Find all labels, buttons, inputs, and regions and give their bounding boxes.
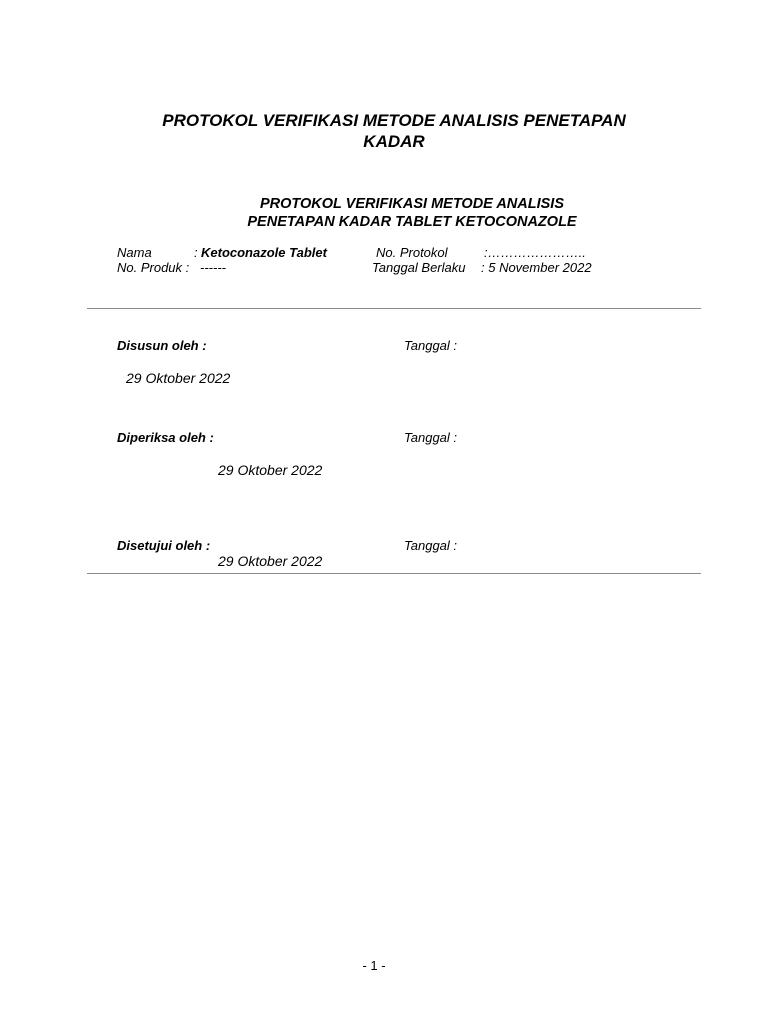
no-protokol-value: :………………….. (484, 245, 586, 260)
divider-bottom (87, 573, 701, 574)
diperiksa-date: 29 Oktober 2022 (218, 462, 323, 478)
nama-value-text: Ketoconazole Tablet (201, 245, 327, 260)
nama-value (201, 245, 327, 261)
disetujui-date: 29 Oktober 2022 (218, 553, 323, 569)
divider-top (87, 308, 701, 309)
disetujui-tanggal-label: Tanggal : (404, 538, 458, 553)
diperiksa-tanggal-label: Tanggal : (404, 430, 458, 445)
document-title-line-2: KADAR (363, 132, 425, 151)
no-produk-label: No. Produk : (117, 260, 190, 275)
diperiksa-label: Diperiksa oleh : (117, 430, 214, 445)
no-produk-value: ------ (200, 260, 226, 275)
no-protokol-label: No. Protokol (376, 245, 448, 260)
nama-label: Nama (117, 245, 152, 260)
page-number: - 1 - (362, 958, 386, 973)
tanggal-berlaku-value: : 5 November 2022 (481, 260, 592, 275)
document-subtitle (214, 196, 610, 231)
document-title-line-1: PROTOKOL VERIFIKASI METODE ANALISIS PENETAPAN (162, 111, 626, 130)
tanggal-berlaku-label: Tanggal Berlaku (372, 260, 466, 275)
nama-separator: : (194, 245, 198, 260)
disusun-tanggal-label: Tanggal : (404, 338, 458, 353)
disetujui-label: Disetujui oleh : (117, 538, 211, 553)
document-subtitle-line-1: PROTOKOL VERIFIKASI METODE ANALISIS (260, 196, 564, 212)
disusun-label: Disusun oleh : (117, 338, 207, 353)
document-subtitle-line-2: PENETAPAN KADAR TABLET KETOCONAZOLE (247, 213, 577, 230)
disusun-date: 29 Oktober 2022 (126, 370, 231, 386)
document-title (134, 110, 654, 152)
